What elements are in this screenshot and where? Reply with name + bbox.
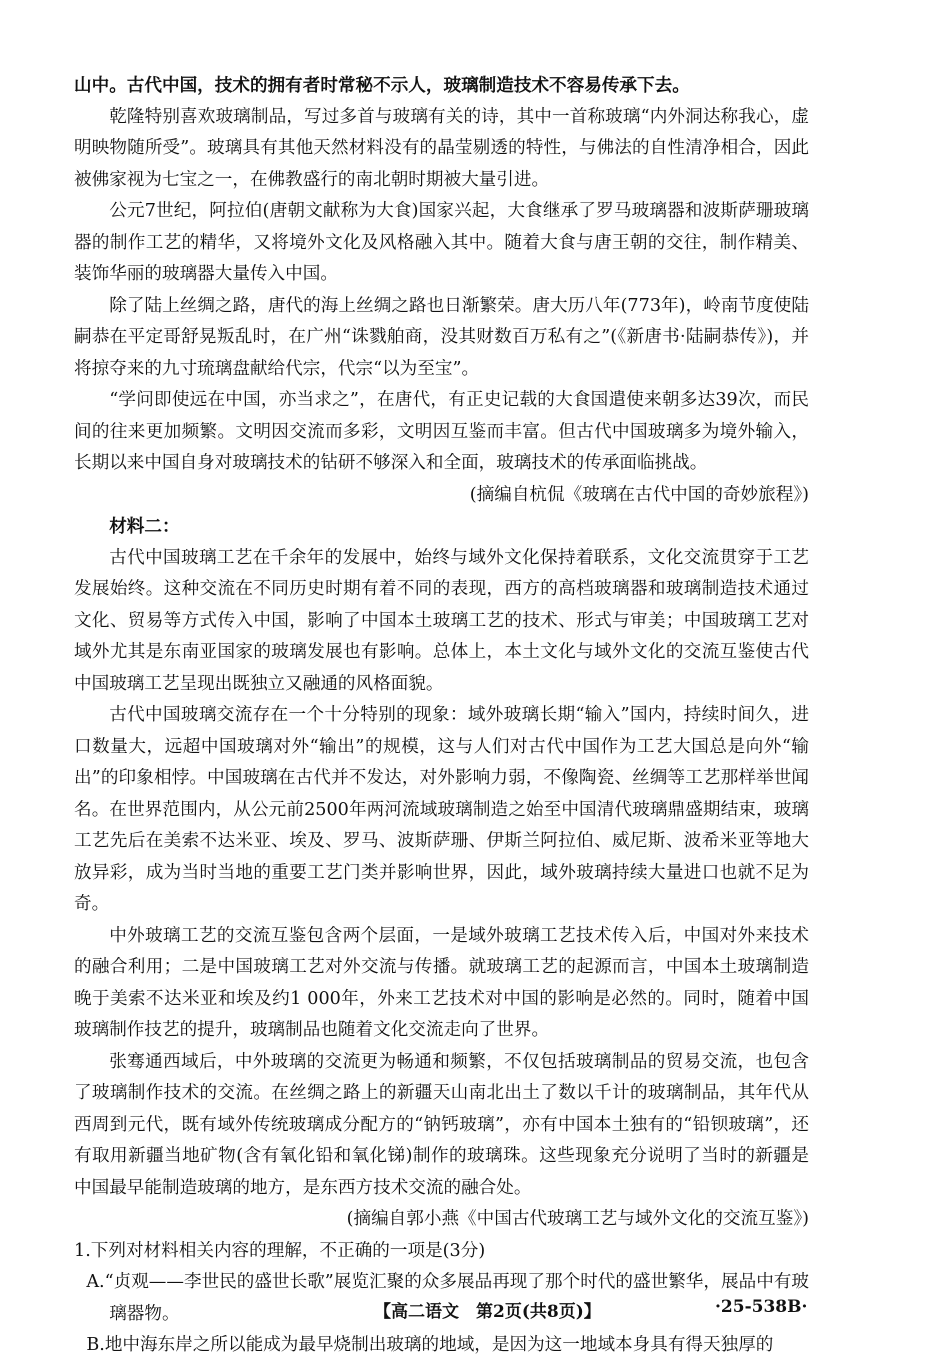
footer-page-info: 【高二语文 第2页(共8页)】 (374, 1302, 601, 1322)
question-1-option-b: B.地中海东岸之所以能成为最早烧制出玻璃的地域，是因为这一地域本身具有得天独厚的 (86, 1335, 774, 1355)
paragraph-1: 山中。古代中国，技术的拥有者时常秘不示人，玻璃制造技术不容易传承下去。 (74, 75, 690, 96)
paragraph-4: 除了陆上丝绸之路，唐代的海上丝绸之路也日渐繁荣。唐大历八年(773年)，岭南节度使陆嗣恭在平定哥舒晃叛乱时，在广州“诛戮舶商，没其财数百万私有之”(《新唐书·陆嗣恭传》)，并将掠夺来的九寸琉璃盘献给代宗，代宗“以为至宝”。 (74, 295, 809, 379)
question-1-stem: 1.下列对材料相关内容的理解，不正确的一项是(3分) (74, 1240, 486, 1261)
material-2-paragraph-3: 中外玻璃工艺的交流互鉴包含两个层面，一是域外玻璃工艺技术传入后，中国对外来技术的融合利用；二是中国玻璃工艺对外交流与传播。就玻璃工艺的起源而言，中国本土玻璃制造晚于美索不达米亚和埃及约1 000年，外来工艺技术对中国的影响是必然的。同时，随着中国玻璃制作技艺的提升，玻璃制品也随着文化交流走向了世界。 (74, 925, 809, 1040)
paragraph-5: “学问即使远在中国，亦当求之”，在唐代，有正史记载的大食国遣使来朝多达39次，而民间的往来更加频繁。文明因交流而多彩，文明因互鉴而丰富。但古代中国玻璃多为境外输入，长期以来中国自身对玻璃技术的钻研不够深入和全面，玻璃技术的传承面临挑战。 (74, 390, 809, 473)
source-citation-2: (摘编自郭小燕《中国古代玻璃工艺与域外文化的交流互鉴》) (346, 1209, 809, 1229)
page-content (74, 70, 809, 1362)
paragraph-3: 公元7世纪，阿拉伯(唐朝文献称为大食)国家兴起，大食继承了罗马玻璃器和波斯萨珊玻璃器的制作工艺的精华，又将境外文化及风格融入其中。随着大食与唐王朝的交往，制作精美、装饰华丽的玻璃器大量传入中国。 (74, 201, 809, 284)
material-2-paragraph-4: 张骞通西域后，中外玻璃的交流更为畅通和频繁，不仅包括玻璃制品的贸易交流，也包含了玻璃制作技术的交流。在丝绸之路上的新疆天山南北出土了数以千计的玻璃制品，其年代从西周到元代，既有域外传统玻璃成分配方的“钠钙玻璃”，亦有中国本土独有的“铅钡玻璃”，还有取用新疆当地矿物(含有氧化铅和氧化锑)制作的玻璃珠。这些现象充分说明了当时的新疆是中国最早能制造玻璃的地方，是东西方技术交流的融合处。 (74, 1051, 809, 1198)
material-2-paragraph-1: 古代中国玻璃工艺在千余年的发展中，始终与域外文化保持着联系，文化交流贯穿于工艺发展始终。这种交流在不同历史时期有着不同的表现，西方的高档玻璃器和玻璃制造技术通过文化、贸易等方式传入中国，影响了中国本土玻璃工艺的技术、形式与审美；中国玻璃工艺对域外尤其是东南亚国家的玻璃发展也有影响。总体上，本土文化与域外文化的交流互鉴使古代中国玻璃工艺呈现出既独立又融通的风格面貌。 (74, 547, 809, 694)
material-2-paragraph-2: 古代中国玻璃交流存在一个十分特别的现象：域外玻璃长期“输入”国内，持续时间久，进口数量大，远超中国玻璃对外“输出”的规模，这与人们对古代中国作为工艺大国总是向外“输出”的印象相悖。中国玻璃在古代并不发达，对外影响力弱，不像陶瓷、丝绸等工艺那样举世闻名。在世界范围内，从公元前2500年两河流域玻璃制造之始至中国清代玻璃鼎盛期结束，玻璃工艺先后在美索不达米亚、埃及、罗马、波斯萨珊、伊斯兰阿拉伯、威尼斯、波希米亚等地大放异彩，成为当时当地的重要工艺门类并影响世界，因此，域外玻璃持续大量进口也就不足为奇。 (74, 705, 809, 914)
material-2-heading: 材料二： (109, 516, 180, 537)
footer-exam-code: ·25-538B· (715, 1297, 808, 1317)
source-citation-1: (摘编自杭侃《玻璃在古代中国的奇妙旅程》) (469, 484, 809, 505)
page-footer (0, 1297, 950, 1325)
question-1-option-a: A.“贞观——李世民的盛世长歌”展览汇聚的众多展品再现了那个时代的盛世繁华，展品中有玻璃器物。 (86, 1272, 809, 1324)
paragraph-2: 乾隆特别喜欢玻璃制品，写过多首与玻璃有关的诗，其中一首称玻璃“内外洞达称我心，虚明映物随所受”。玻璃具有其他天然材料没有的晶莹剔透的特性，与佛法的自性清净相合，因此被佛家视为七宝之一，在佛教盛行的南北朝时期被大量引进。 (74, 106, 809, 190)
